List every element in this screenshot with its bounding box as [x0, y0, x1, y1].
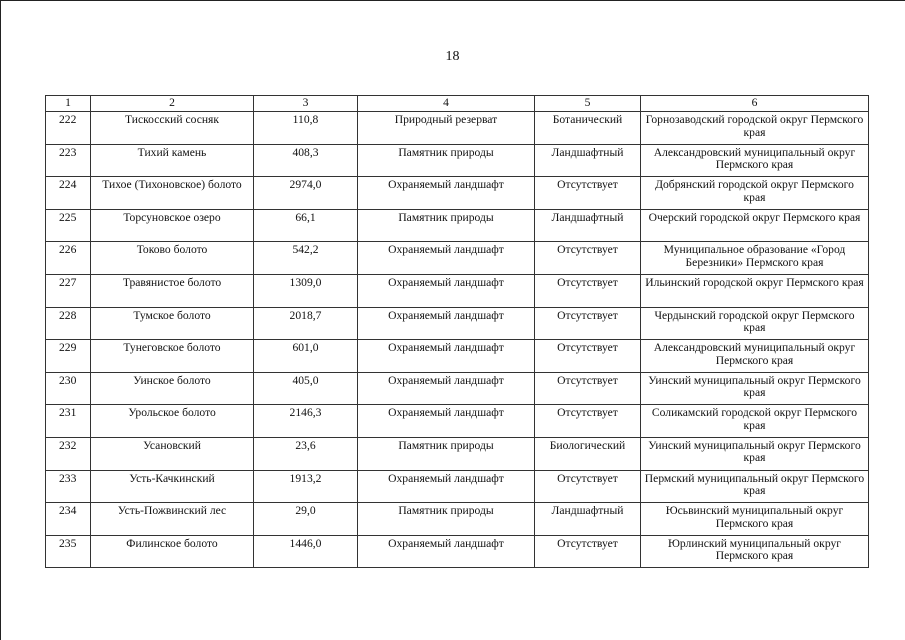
cell-category: Охраняемый ландшафт	[358, 242, 535, 275]
cell-name: Усть-Пожвинский лес	[91, 503, 254, 536]
cell-category: Охраняемый ландшафт	[358, 340, 535, 373]
cell-number: 227	[46, 274, 91, 307]
cell-area: 66,1	[254, 209, 358, 242]
page-left-edge	[0, 0, 1, 640]
cell-name: Тумское болото	[91, 307, 254, 340]
cell-name: Травянистое болото	[91, 274, 254, 307]
cell-area: 542,2	[254, 242, 358, 275]
cell-profile: Отсутствует	[535, 274, 641, 307]
cell-area: 601,0	[254, 340, 358, 373]
cell-category: Памятник природы	[358, 437, 535, 470]
cell-municipality: Ильинский городской округ Пермского края	[641, 274, 869, 307]
cell-category: Памятник природы	[358, 144, 535, 177]
cell-number: 223	[46, 144, 91, 177]
table-row	[46, 307, 869, 340]
page-number: 18	[445, 49, 460, 64]
table-header-row	[46, 96, 869, 112]
cell-number: 225	[46, 209, 91, 242]
cell-name: Урольское болото	[91, 405, 254, 438]
column-header-number: 1	[46, 96, 91, 112]
cell-profile: Отсутствует	[535, 405, 641, 438]
table-row	[46, 535, 869, 568]
cell-municipality: Добрянский городской округ Пермского края	[641, 177, 869, 210]
cell-number: 228	[46, 307, 91, 340]
cell-number: 230	[46, 372, 91, 405]
cell-area: 110,8	[254, 112, 358, 145]
table-row	[46, 372, 869, 405]
cell-area: 23,6	[254, 437, 358, 470]
cell-profile: Ландшафтный	[535, 503, 641, 536]
cell-profile: Биологический	[535, 437, 641, 470]
cell-name: Уинское болото	[91, 372, 254, 405]
table-row	[46, 209, 869, 242]
cell-profile: Ландшафтный	[535, 144, 641, 177]
cell-category: Природный резерват	[358, 112, 535, 145]
column-header-name: 2	[91, 96, 254, 112]
cell-category: Охраняемый ландшафт	[358, 307, 535, 340]
table-row	[46, 437, 869, 470]
cell-municipality: Чердынский городской округ Пермского края	[641, 307, 869, 340]
cell-number: 235	[46, 535, 91, 568]
cell-number: 224	[46, 177, 91, 210]
cell-number: 226	[46, 242, 91, 275]
cell-profile: Отсутствует	[535, 340, 641, 373]
cell-category: Охраняемый ландшафт	[358, 372, 535, 405]
cell-municipality: Соликамский городской округ Пермского края	[641, 405, 869, 438]
table-row	[46, 242, 869, 275]
column-header-category: 4	[358, 96, 535, 112]
column-header-municipality: 6	[641, 96, 869, 112]
table-row	[46, 144, 869, 177]
cell-municipality: Муниципальное образование «Город Березники» Пермского края	[641, 242, 869, 275]
cell-number: 229	[46, 340, 91, 373]
cell-name: Усановский	[91, 437, 254, 470]
table-row	[46, 405, 869, 438]
cell-area: 405,0	[254, 372, 358, 405]
cell-number: 233	[46, 470, 91, 503]
table-row	[46, 112, 869, 145]
cell-number: 232	[46, 437, 91, 470]
cell-category: Памятник природы	[358, 503, 535, 536]
cell-municipality: Очерский городской округ Пермского края	[641, 209, 869, 242]
cell-profile: Отсутствует	[535, 307, 641, 340]
cell-municipality: Уинский муниципальный округ Пермского края	[641, 437, 869, 470]
protected-areas-table	[45, 95, 869, 568]
cell-profile: Ботанический	[535, 112, 641, 145]
cell-number: 234	[46, 503, 91, 536]
cell-municipality: Горнозаводский городской округ Пермского края	[641, 112, 869, 145]
cell-category: Охраняемый ландшафт	[358, 274, 535, 307]
cell-municipality: Пермский муниципальный округ Пермского края	[641, 470, 869, 503]
table-row	[46, 177, 869, 210]
cell-municipality: Юрлинский муниципальный округ Пермского края	[641, 535, 869, 568]
cell-area: 2974,0	[254, 177, 358, 210]
cell-name: Филинское болото	[91, 535, 254, 568]
cell-name: Тихий камень	[91, 144, 254, 177]
cell-profile: Отсутствует	[535, 177, 641, 210]
cell-area: 29,0	[254, 503, 358, 536]
table-row	[46, 274, 869, 307]
cell-profile: Отсутствует	[535, 372, 641, 405]
cell-area: 1913,2	[254, 470, 358, 503]
cell-area: 2018,7	[254, 307, 358, 340]
cell-category: Охраняемый ландшафт	[358, 470, 535, 503]
cell-number: 222	[46, 112, 91, 145]
cell-name: Тихое (Тихоновское) болото	[91, 177, 254, 210]
cell-name: Торсуновское озеро	[91, 209, 254, 242]
cell-category: Охраняемый ландшафт	[358, 405, 535, 438]
cell-category: Охраняемый ландшафт	[358, 535, 535, 568]
cell-area: 1446,0	[254, 535, 358, 568]
cell-area: 2146,3	[254, 405, 358, 438]
cell-municipality: Юсьвинский муниципальный округ Пермского края	[641, 503, 869, 536]
table-row	[46, 470, 869, 503]
cell-name: Токово болото	[91, 242, 254, 275]
cell-number: 231	[46, 405, 91, 438]
cell-name: Усть-Качкинский	[91, 470, 254, 503]
cell-profile: Отсутствует	[535, 242, 641, 275]
cell-name: Тунеговское болото	[91, 340, 254, 373]
cell-municipality: Александровский муниципальный округ Пермского края	[641, 340, 869, 373]
cell-area: 408,3	[254, 144, 358, 177]
cell-profile: Отсутствует	[535, 535, 641, 568]
cell-profile: Отсутствует	[535, 470, 641, 503]
column-header-area: 3	[254, 96, 358, 112]
cell-area: 1309,0	[254, 274, 358, 307]
cell-municipality: Александровский муниципальный округ Пермского края	[641, 144, 869, 177]
cell-category: Охраняемый ландшафт	[358, 177, 535, 210]
table-row	[46, 503, 869, 536]
table-row	[46, 340, 869, 373]
column-header-profile: 5	[535, 96, 641, 112]
cell-category: Памятник природы	[358, 209, 535, 242]
page-top-edge	[0, 0, 905, 1]
cell-profile: Ландшафтный	[535, 209, 641, 242]
cell-municipality: Уинский муниципальный округ Пермского края	[641, 372, 869, 405]
cell-name: Тискосский сосняк	[91, 112, 254, 145]
